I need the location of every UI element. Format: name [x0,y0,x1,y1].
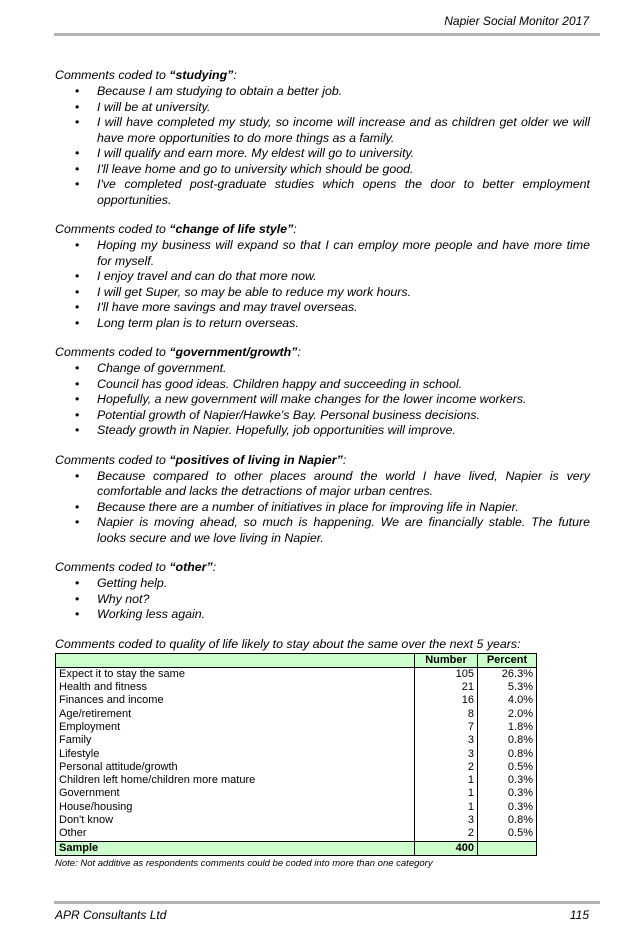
row-percent: 0.3% [478,774,537,787]
section-heading [55,222,590,237]
row-percent: 0.3% [478,787,537,800]
bullet-list [55,576,590,623]
row-number: 16 [415,694,478,707]
bullet-text: I've completed post-graduate studies which opens the door to better employment opportunities. [97,177,590,207]
bullet-item [55,361,590,377]
bullet-dot-icon: • [75,84,80,98]
bullet-text: Napier is moving ahead, so much is happening. We are financially stable. The future looks secure and we love living in Napier. [97,515,590,545]
row-percent: 0.5% [478,827,537,841]
table-row [56,748,537,761]
bullet-dot-icon: • [75,376,80,391]
bullet-dot-icon: • [75,315,80,330]
bullet-text: Why not? [97,591,150,606]
bullet-text: Hopefully, a new government will make changes for the lower income workers. [97,392,527,406]
row-number: 1 [415,787,478,800]
table-row [56,801,537,814]
bullet-item [55,285,590,301]
bullet-dot-icon: • [75,238,80,252]
bullet-item [55,269,590,285]
bullet-item [55,592,590,608]
bullet-text: I will qualify and earn more. My eldest will go to university. [97,146,415,160]
comment-section [55,222,590,331]
bullet-item [55,238,590,269]
bullet-item [55,300,590,316]
row-label: Lifestyle [56,748,415,761]
row-label: Family [56,734,415,747]
comment-section [55,68,590,208]
bullet-text: Because compared to other places around the world I have lived, Napier is very comfortable and lacks the detractions of major urban centres. [97,468,590,498]
row-percent: 26.3% [478,667,537,681]
bullet-text: Getting help. [97,576,168,590]
section-heading [55,560,590,575]
bullet-dot-icon: • [75,99,80,114]
row-number: 2 [415,827,478,841]
bullet-item [55,115,590,146]
footer-rule [54,901,600,904]
table-header-row [56,653,537,667]
comment-section [55,560,590,623]
row-percent: 2.0% [478,708,537,721]
table-header-percent: Percent [478,653,537,667]
bullet-dot-icon: • [75,177,80,191]
bullet-list [55,469,590,547]
row-percent: 1.8% [478,721,537,734]
row-percent: 0.5% [478,761,537,774]
sample-number: 400 [415,841,478,855]
page-content [55,68,590,869]
bullet-text: I will be at university. [97,99,211,114]
bullet-dot-icon: • [75,146,80,160]
row-number: 2 [415,761,478,774]
bullet-dot-icon: • [75,591,80,606]
quality-of-life-table [55,653,537,856]
bullet-list [55,84,590,208]
bullet-text: Working less again. [97,607,206,621]
row-label: Government [56,787,415,800]
bullet-dot-icon: • [75,499,80,514]
bullet-item [55,84,590,100]
bullet-dot-icon: • [75,115,80,129]
bullet-text: I will get Super, so may be able to reduce my work hours. [97,284,412,299]
section-heading [55,68,590,83]
table-caption: Comments coded to quality of life likely to stay about the same over the next 5 years: [55,636,521,651]
bullet-text: Hoping my business will expand so that I can employ more people and have more time for myself. [97,238,590,268]
bullet-text: Change of government. [97,361,227,375]
bullet-dot-icon: • [75,161,80,176]
section-heading-suffix: : [342,452,347,467]
bullet-text: Because I am studying to obtain a better job. [97,84,343,98]
table-row [56,774,537,787]
bullet-item [55,469,590,500]
table-row [56,814,537,827]
comment-section [55,345,590,439]
bullet-dot-icon: • [75,515,80,529]
row-label: Finances and income [56,694,415,707]
bullet-item [55,377,590,393]
bullet-item [55,408,590,424]
row-number: 21 [415,681,478,694]
table-row [56,681,537,694]
bullet-text: I'll leave home and go to university which should be good. [97,161,414,176]
bullet-item [55,607,590,623]
bullet-item [55,316,590,332]
row-label: Age/retirement [56,708,415,721]
section-heading-suffix: : [297,345,301,359]
row-label: Don't know [56,814,415,827]
sample-label: Sample [56,841,415,855]
table-row [56,694,537,707]
table-row [56,827,537,841]
row-label: Other [56,827,415,841]
bullet-dot-icon: • [75,300,80,314]
bullet-dot-icon: • [75,269,80,283]
row-percent: 0.3% [478,801,537,814]
bullet-text: I will have completed my study, so income will increase and as children get older we will have more opportunities to do more things as a family. [97,115,590,145]
bullet-text: Because there are a number of initiatives in place for improving life in Napier. [97,499,519,514]
bullet-dot-icon: • [75,576,80,590]
sample-percent [478,841,537,855]
bullet-item [55,576,590,592]
section-heading [55,345,590,360]
row-percent: 0.8% [478,814,537,827]
bullet-list [55,238,590,331]
row-label: Health and fitness [56,681,415,694]
page-header-title: Napier Social Monitor 2017 [444,14,589,28]
section-heading-prefix: Comments coded to [55,222,170,236]
bullet-dot-icon: • [75,392,80,406]
bullet-text: Steady growth in Napier. Hopefully, job opportunities will improve. [97,423,456,437]
bullet-dot-icon: • [75,607,80,621]
table-row [56,721,537,734]
section-heading-category: “studying” [169,68,234,82]
bullet-dot-icon: • [75,468,80,483]
bullet-text: I'll have more savings and may travel overseas. [97,300,358,314]
section-heading-prefix: Comments coded to [55,345,170,359]
bullet-dot-icon: • [75,407,80,422]
row-number: 3 [415,814,478,827]
table-row [56,667,537,681]
header-rule [54,33,600,36]
table-row [56,787,537,800]
footer-company: APR Consultants Ltd [55,908,167,922]
bullet-item [55,515,590,546]
bullet-dot-icon: • [75,284,80,299]
table-header-blank [56,653,415,667]
bullet-item [55,162,590,178]
comment-sections [55,68,590,623]
section-heading-suffix: : [293,222,297,236]
bullet-list [55,361,590,439]
row-label: Personal attitude/growth [56,761,415,774]
table-row [56,708,537,721]
section-heading-category: “other” [169,560,213,574]
bullet-item [55,500,590,516]
section-heading-category: “positives of living in Napier” [169,452,343,467]
row-percent: 4.0% [478,694,537,707]
comment-section [55,453,590,547]
bullet-text: Council has good ideas. Children happy and succeeding in school. [97,376,463,391]
bullet-item [55,146,590,162]
row-number: 3 [415,734,478,747]
bullet-item [55,177,590,208]
row-label: Children left home/children more mature [56,774,415,787]
table-row [56,734,537,747]
bullet-item [55,392,590,408]
section-heading-prefix: Comments coded to [55,452,170,467]
row-percent: 5.3% [478,681,537,694]
row-number: 1 [415,774,478,787]
section-heading-prefix: Comments coded to [55,68,170,82]
table-note: Note: Not additive as respondents comments could be coded into more than one category [55,857,433,869]
row-number: 1 [415,801,478,814]
table-row [56,761,537,774]
row-label: Employment [56,721,415,734]
page-number: 115 [569,908,589,922]
row-label: Expect it to stay the same [56,667,415,681]
section-heading-category: “change of life style” [169,222,294,236]
table-sample-row [56,841,537,855]
section-heading-prefix: Comments coded to [55,560,170,574]
bullet-dot-icon: • [75,361,80,375]
bullet-text: I enjoy travel and can do that more now. [97,269,317,283]
row-number: 8 [415,708,478,721]
section-heading-suffix: : [233,68,237,82]
bullet-item [55,100,590,116]
table-header-number: Number [415,653,478,667]
bullet-text: Potential growth of Napier/Hawke's Bay. Personal business decisions. [97,407,480,422]
table-body [56,667,537,855]
row-number: 3 [415,748,478,761]
row-percent: 0.8% [478,734,537,747]
row-percent: 0.8% [478,748,537,761]
bullet-text: Long term plan is to return overseas. [97,315,299,330]
bullet-dot-icon: • [75,423,80,437]
section-heading-category: “government/growth” [169,345,298,359]
section-heading-suffix: : [212,560,217,574]
row-label: House/housing [56,801,415,814]
section-heading [55,453,590,468]
row-number: 7 [415,721,478,734]
row-number: 105 [415,667,478,681]
bullet-item [55,423,590,439]
